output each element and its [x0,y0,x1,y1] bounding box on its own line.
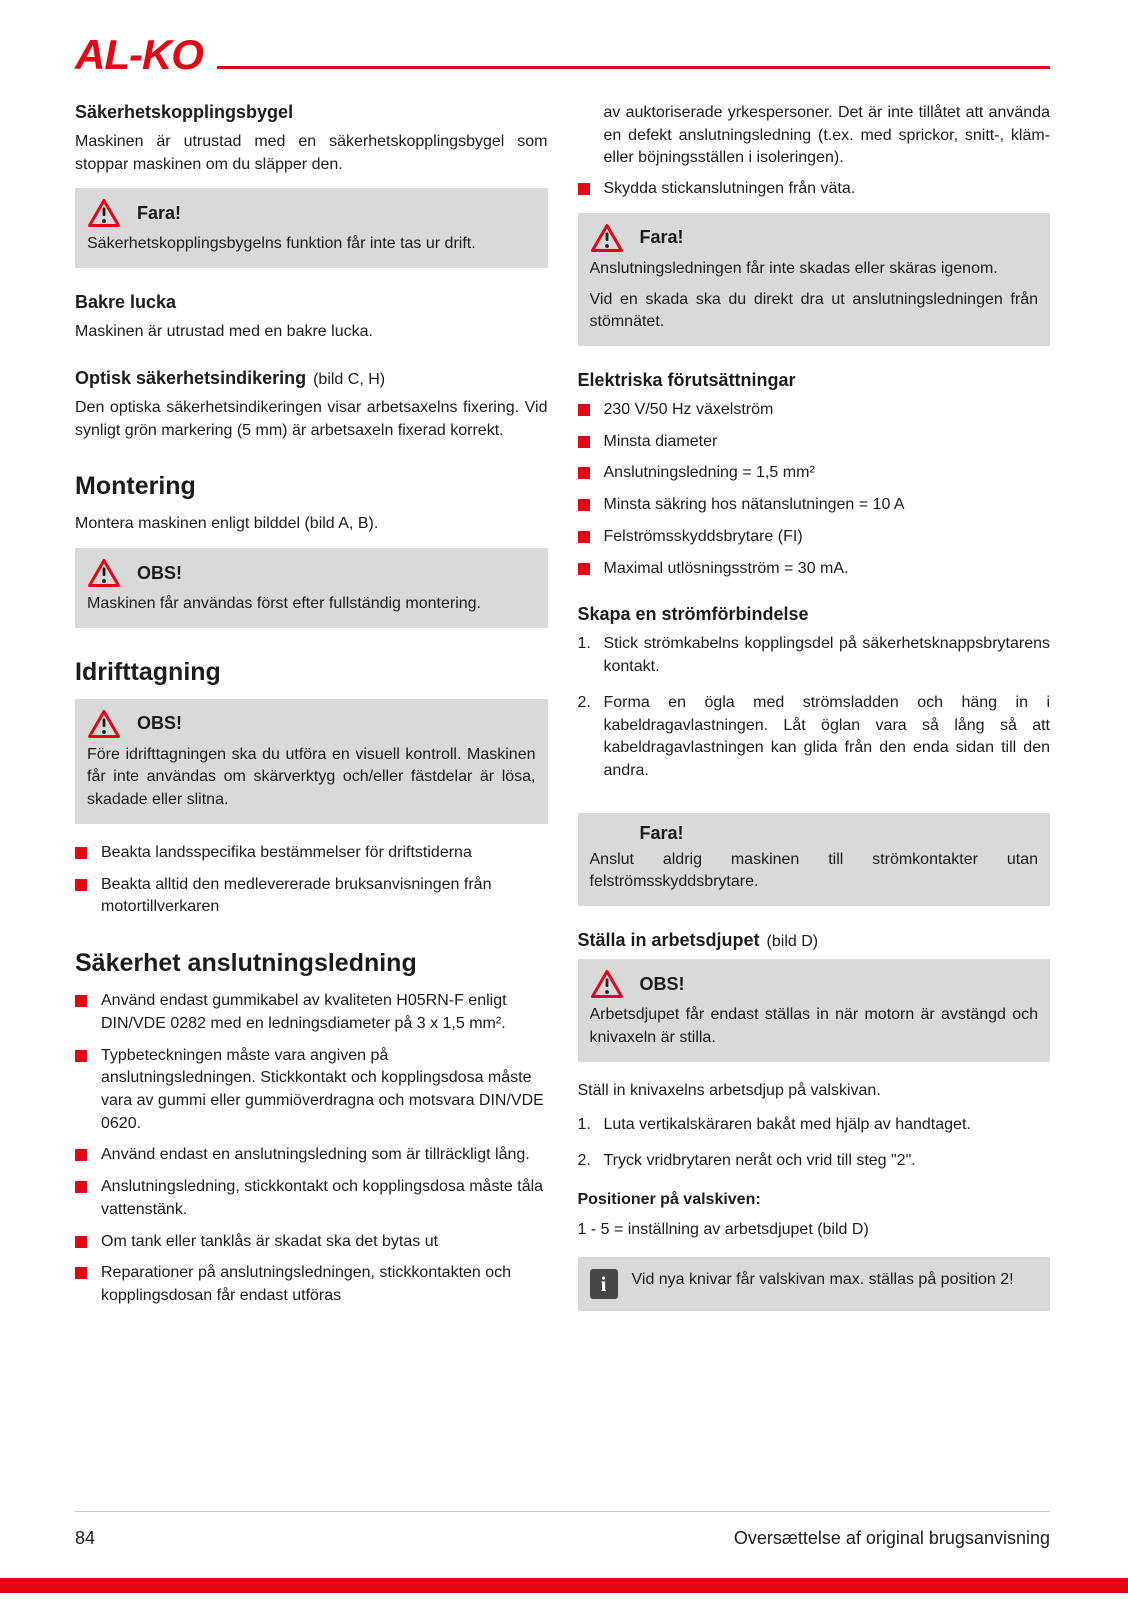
footer-text: Oversættelse af original brugsanvisning [733,1528,1050,1548]
bullet-text: Använd endast gummikabel av kvaliteten H05RN-F enligt DIN/VDE 0282 med en ledningsdiameter på 3 x 1,5 mm². [101,992,507,1032]
bullet-list-driftstider [75,842,548,919]
bullet-square-icon [75,1236,87,1248]
bullet-text: Reparationer på anslutningsledningen, stickkontakten och kopplingsdosan får endast utföras [101,1264,512,1304]
bullet-text: Anslutningsledning, stickkontakt och kopplingsdosa måste tåla vattenstänk. [101,1178,544,1218]
notice-box-header [590,969,1039,999]
item-text: Tryck vridbrytaren neråt och vrid till steg "2". [603,1151,916,1169]
footer-red-bar [0,1578,1128,1593]
list-item [578,431,1051,454]
heading-text: Ställa in arbetsdjupet [577,930,760,951]
list-item [578,558,1051,581]
paragraph-bakre-lucka: Maskinen är utrustad med en bakre lucka. [75,323,373,341]
list-item [578,178,1051,201]
bullet-square-icon [578,467,590,479]
bullet-square-icon [578,436,590,448]
item-text: Stick strömkabelns kopplingsdel på säkerhetsknappsbrytarens kontakt. [603,635,1050,676]
list-item [578,526,1051,549]
list-item [75,1231,548,1254]
list-item [75,990,548,1035]
warning-triangle-icon [87,198,121,228]
page-header [75,31,1050,78]
page-footer [75,1511,1050,1549]
bullet-square-icon [578,531,590,543]
bullet-square-icon [578,404,590,416]
numbered-item [578,692,1051,783]
bullet-square-icon [578,499,590,511]
bullet-square-icon [75,1267,87,1279]
bullet-text: Använd endast en anslutningsledning som är tillräckligt lång. [101,1146,530,1164]
danger-box-header [87,198,536,228]
paragraph-sakerhetskopplingsbygel: Maskinen är utrustad med en säkerhetskopplingsbygel som stoppar maskinen om du släpper den. [75,133,548,173]
notice-text: Före idrifttagningen ska du utföra en visuell kontroll. Maskinen får inte användas om skärverktyg och/eller fästdelar är lösa, skadade eller slitna. [87,745,536,809]
list-item [75,1045,548,1136]
item-text: Forma en ögla med strömsladden och häng in i kabeldragavlastningen. Låt öglan vara så lång så att kabeldragavlastningen kan glida från den enda sidan till den andra. [603,693,1050,779]
notice-box-1 [75,548,548,628]
bullet-list-elektriska [578,399,1051,580]
bullet-text: Minsta diameter [603,432,718,450]
bullet-list-anslutningsledning [75,990,548,1308]
numbered-item [578,1150,1051,1173]
page-number: 84 [75,1528,96,1548]
bullet-square-icon [578,563,590,575]
info-box [578,1257,1051,1311]
item-number: 1. [577,635,591,653]
paragraph-continuation: av auktoriserade yrkespersoner. Det är inte tillåtet att använda en defekt anslutningsledning (t.ex. med sprickor, snitt-, kläm- eller böjningsställen i isoleringen). [603,104,1050,167]
list-item [578,494,1051,517]
bullet-text: Felströmsskyddsbrytare (FI) [603,527,803,545]
list-item [75,1144,548,1167]
item-number: 1. [577,1116,591,1134]
header-rule [217,66,1050,69]
bullet-square-icon [75,879,87,891]
notice-text: Maskinen får användas först efter fullständig montering. [87,595,481,613]
heading-idrifttagning: Idrifttagning [75,657,221,686]
alko-logo: AL-KO [75,31,203,78]
notice-title: OBS! [137,562,182,583]
bullet-square-icon [75,847,87,859]
notice-box-header [87,558,536,588]
list-item [75,842,548,865]
bullet-text: Maximal utlösningsström = 30 mA. [603,559,849,577]
heading-montering: Montering [75,472,196,501]
heading-text: Optisk säkerhetsindikering [75,367,307,388]
bullet-square-icon [75,1050,87,1062]
numbered-list-arbetsdjup [578,1114,1051,1172]
notice-text: Arbetsdjupet får endast ställas in när motorn är avstängd och knivaxeln är stilla. [589,1006,1038,1046]
heading-sakerhetskopplingsbygel: Säkerhetskopplingsbygel [75,102,294,122]
info-icon: i [590,1269,618,1299]
right-column [578,102,1051,1329]
heading-suffix: (bild C, H) [313,370,386,388]
list-item [578,462,1051,485]
danger-text: Vid en skada ska du direkt dra ut anslutningsledningen från stömnätet. [589,290,1038,331]
bullet-square-icon [578,183,590,195]
numbered-item [578,633,1051,678]
numbered-list-stromforbindelse [578,633,1051,782]
heading-suffix: (bild D) [766,933,819,951]
danger-title: Fara! [639,822,684,843]
danger-title: Fara! [639,227,684,248]
item-text: Luta vertikalskäraren bakåt med hjälp av handtaget. [603,1116,971,1134]
bullet-square-icon [75,1181,87,1193]
list-item [75,1262,548,1307]
numbered-item [578,1114,1051,1137]
notice-title: OBS! [137,713,182,734]
bullet-text: Beakta landsspecifika bestämmelser för driftstiderna [101,843,472,861]
danger-box-header [590,223,1039,253]
info-text: Vid nya knivar får valskivan max. ställas på position 2! [631,1271,1014,1289]
list-item [578,399,1051,422]
notice-box-2 [75,699,548,824]
bullet-square-icon [75,1149,87,1161]
list-item [75,1176,548,1221]
heading-bakre-lucka: Bakre lucka [75,292,177,313]
notice-title: OBS! [639,973,685,994]
heading-optisk-sakerhetsindikering [75,368,548,389]
danger-box-1 [75,188,548,268]
bullet-text: 230 V/50 Hz växelström [603,401,774,419]
heading-elektriska-forutsattningar: Elektriska förutsättningar [577,370,796,391]
item-number: 2. [577,693,591,711]
bullet-text: Anslutningsledning = 1,5 mm² [603,464,815,482]
two-column-layout [75,102,1050,1329]
heading-positioner: Positioner på valskiven: [577,1190,761,1208]
paragraph-optisk: Den optiska säkerhetsindikeringen visar arbetsaxelns fixering. Vid synligt grön markering (5 mm) är arbetsaxeln fixerad korrekt. [75,398,548,439]
bullet-text: Typbeteckningen måste vara angiven på anslutningsledningen. Stickkontakt och kopplingsdosa måste vara av gummi eller gummiöverdragna och motsvara DIN/VDE 0620. [101,1046,544,1132]
warning-triangle-icon [87,558,121,588]
heading-sakerhet-anslutningsledning: Säkerhet anslutningsledning [75,949,417,978]
bullet-text: Skydda stickanslutningen från väta. [603,180,856,198]
bullet-text: Beakta alltid den medlevererade bruksanvisningen från motortillverkaren [101,875,492,916]
danger-box-2 [578,213,1051,346]
notice-box-3 [578,959,1051,1061]
paragraph-stall-in: Ställ in knivaxelns arbetsdjup på valskivan. [577,1081,881,1099]
danger-title: Fara! [137,202,182,223]
paragraph-positioner: 1 - 5 = inställning av arbetsdjupet (bild D) [577,1220,869,1238]
list-item [75,874,548,919]
heading-stalla-in-arbetsdjupet [578,930,1051,951]
bullet-square-icon [75,995,87,1007]
danger-box-header [590,823,1039,844]
bullet-text: Om tank eller tanklås är skadat ska det bytas ut [101,1232,439,1250]
warning-triangle-icon [590,223,624,253]
danger-box-3 [578,813,1051,906]
warning-triangle-icon [87,709,121,739]
heading-skapa-stromforbindelse: Skapa en strömförbindelse [577,604,809,625]
left-column [75,102,548,1317]
notice-box-header [87,709,536,739]
bullet-text: Minsta säkring hos nätanslutningen = 10 A [603,496,905,514]
item-number: 2. [577,1151,591,1169]
paragraph-montering: Montera maskinen enligt bilddel (bild A, B). [75,515,379,533]
warning-triangle-icon [590,969,624,999]
danger-text: Anslut aldrig maskinen till strömkontakter utan felströmsskyddsbrytare. [589,850,1038,891]
danger-text: Anslutningsledningen får inte skadas eller skäras igenom. [589,259,998,277]
danger-text: Säkerhetskopplingsbygelns funktion får inte tas ur drift. [87,235,476,253]
